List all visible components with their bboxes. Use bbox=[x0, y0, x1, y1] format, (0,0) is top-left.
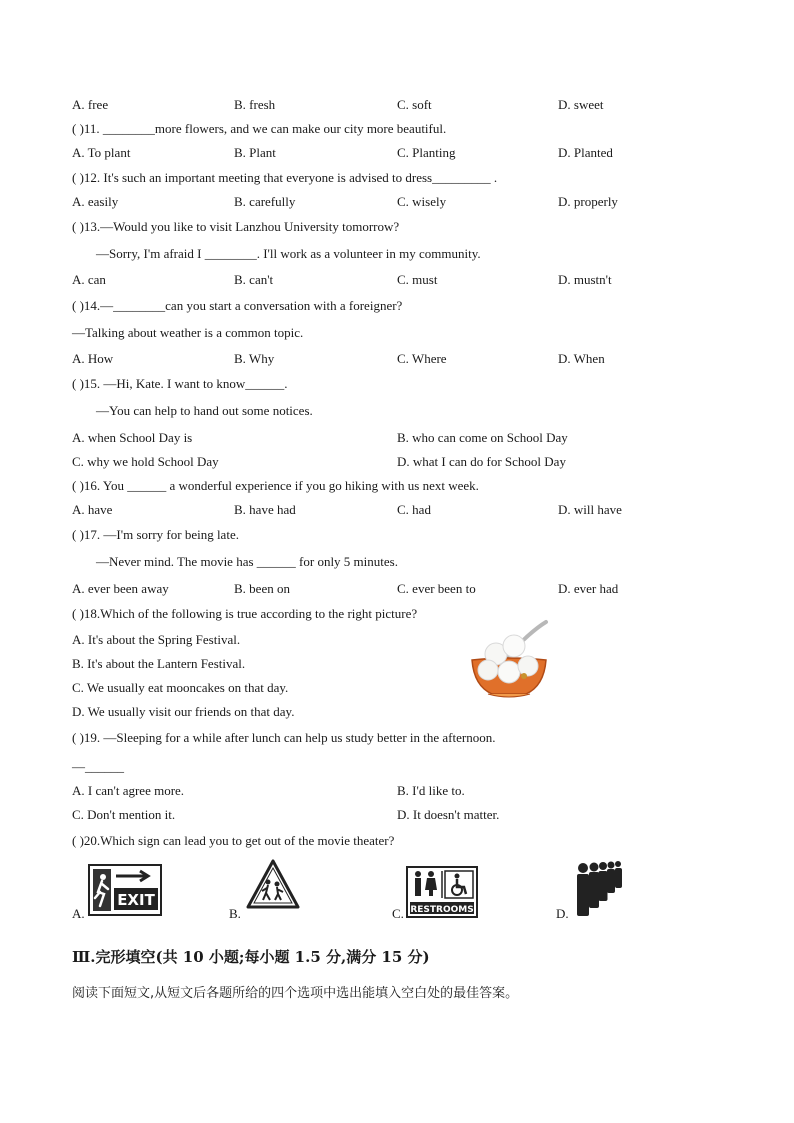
q20-option-c: C. bbox=[392, 906, 404, 921]
q18-option-a: A. It's about the Spring Festival. bbox=[72, 632, 241, 647]
q11-option-a: A. To plant bbox=[72, 145, 131, 160]
q16-option-a: A. have bbox=[72, 502, 113, 517]
q17-option-d: D. ever had bbox=[558, 581, 619, 596]
q12-option-c: C. wisely bbox=[397, 194, 447, 209]
q16-option-b: B. have had bbox=[234, 502, 296, 517]
q19-stem: ( )19. —Sleeping for a while after lunch can help us study better in the afternoon. bbox=[72, 730, 496, 745]
q10-option-d: D. sweet bbox=[558, 97, 604, 112]
queue-people-sign-icon bbox=[570, 856, 626, 918]
q14-reply: —Talking about weather is a common topic. bbox=[72, 325, 304, 340]
q13-stem: ( )13.—Would you like to visit Lanzhou University tomorrow? bbox=[72, 219, 400, 234]
q19-option-b: B. I'd like to. bbox=[397, 783, 465, 798]
q15-option-d: D. what I can do for School Day bbox=[397, 454, 566, 469]
q19-option-d: D. It doesn't matter. bbox=[397, 807, 500, 822]
q20-option-d: D. bbox=[556, 906, 569, 921]
q16-option-c: C. had bbox=[397, 502, 431, 517]
q17-stem: ( )17. —I'm sorry for being late. bbox=[72, 527, 239, 542]
q18-option-c: C. We usually eat mooncakes on that day. bbox=[72, 680, 289, 695]
q11-option-d: D. Planted bbox=[558, 145, 613, 160]
q14-option-c: C. Where bbox=[397, 351, 447, 366]
q13-option-a: A. can bbox=[72, 272, 106, 287]
q15-option-b: B. who can come on School Day bbox=[397, 430, 568, 445]
q19-option-c: C. Don't mention it. bbox=[72, 807, 176, 822]
tangyuan-bowl-picture bbox=[466, 616, 552, 700]
q10-option-b: B. fresh bbox=[234, 97, 276, 112]
q12-stem: ( )12. It's such an important meeting that everyone is advised to dress_________ . bbox=[72, 170, 498, 185]
q13-reply: —Sorry, I'm afraid I ________. I'll work as a volunteer in my community. bbox=[96, 246, 481, 261]
q18-stem: ( )18.Which of the following is true according to the right picture? bbox=[72, 606, 418, 621]
exit-sign-text: EXIT bbox=[117, 891, 155, 909]
q18-option-d: D. We usually visit our friends on that day. bbox=[72, 704, 295, 719]
q12-option-d: D. properly bbox=[558, 194, 618, 209]
q20-option-a: A. bbox=[72, 906, 85, 921]
q20-stem: ( )20.Which sign can lead you to get out of the movie theater? bbox=[72, 833, 395, 848]
exit-sign-icon bbox=[88, 864, 162, 916]
q11-stem: ( )11. ________more flowers, and we can make our city more beautiful. bbox=[72, 121, 447, 136]
q11-option-c: C. Planting bbox=[397, 145, 456, 160]
q15-option-a: A. when School Day is bbox=[72, 430, 193, 445]
q17-option-c: C. ever been to bbox=[397, 581, 476, 596]
q19-reply: —______ bbox=[72, 759, 124, 774]
q14-option-b: B. Why bbox=[234, 351, 275, 366]
q17-reply: —Never mind. The movie has ______ for only 5 minutes. bbox=[96, 554, 398, 569]
q13-option-b: B. can't bbox=[234, 272, 274, 287]
q20-option-b: B. bbox=[229, 906, 241, 921]
q15-reply: —You can help to hand out some notices. bbox=[96, 403, 313, 418]
q14-option-d: D. When bbox=[558, 351, 605, 366]
q14-stem: ( )14.—________can you start a conversation with a foreigner? bbox=[72, 298, 403, 313]
q12-option-a: A. easily bbox=[72, 194, 119, 209]
q19-option-a: A. I can't agree more. bbox=[72, 783, 185, 798]
q17-option-a: A. ever been away bbox=[72, 581, 169, 596]
section-heading: Ⅲ.完形填空(共 10 小题;每小题 1.5 分,满分 15 分) bbox=[72, 948, 430, 966]
q13-option-d: D. mustn't bbox=[558, 272, 612, 287]
section-instruction: 阅读下面短文,从短文后各题所给的四个选项中选出能填入空白处的最佳答案。 bbox=[72, 986, 519, 1001]
q10-option-c: C. soft bbox=[397, 97, 432, 112]
restrooms-sign-text: RESTROOMS bbox=[410, 905, 474, 915]
q13-option-c: C. must bbox=[397, 272, 438, 287]
school-crossing-sign-icon bbox=[245, 858, 301, 910]
q10-option-a: A. free bbox=[72, 97, 109, 112]
q11-option-b: B. Plant bbox=[234, 145, 276, 160]
q15-option-c: C. why we hold School Day bbox=[72, 454, 219, 469]
restrooms-sign-icon bbox=[406, 866, 478, 918]
q16-option-d: D. will have bbox=[558, 502, 622, 517]
q18-option-b: B. It's about the Lantern Festival. bbox=[72, 656, 246, 671]
q15-stem: ( )15. —Hi, Kate. I want to know______. bbox=[72, 376, 288, 391]
q16-stem: ( )16. You ______ a wonderful experience if you go hiking with us next week. bbox=[72, 478, 479, 493]
q17-option-b: B. been on bbox=[234, 581, 290, 596]
q12-option-b: B. carefully bbox=[234, 194, 296, 209]
q14-option-a: A. How bbox=[72, 351, 114, 366]
